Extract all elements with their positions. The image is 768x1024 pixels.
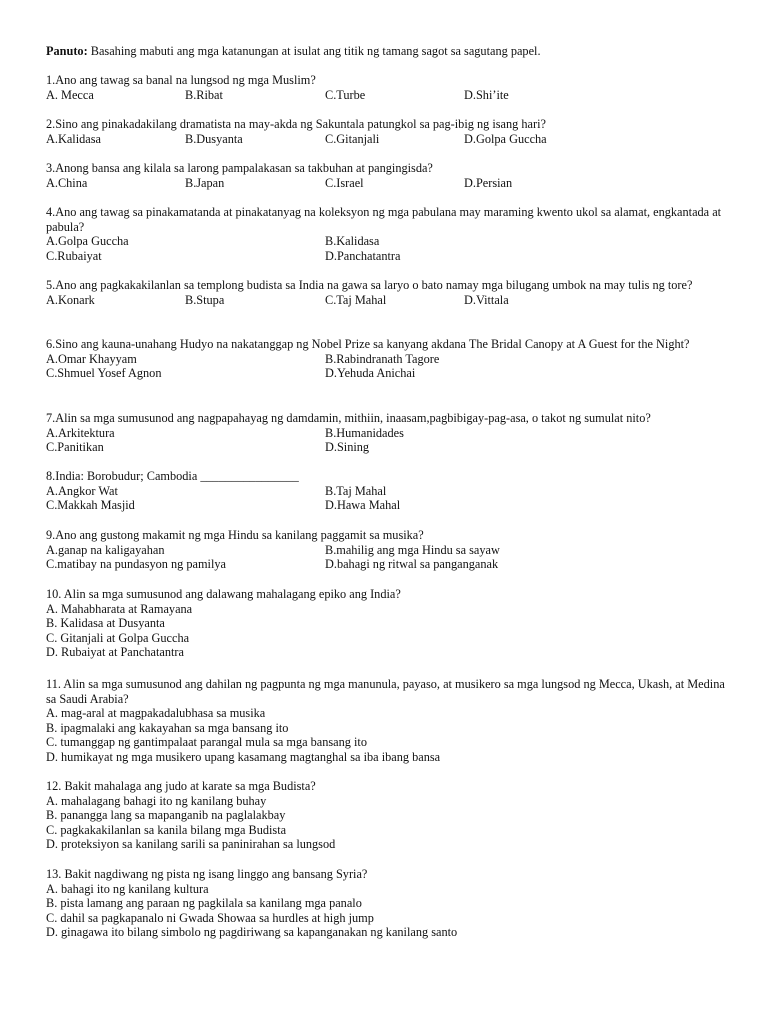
choice-a: A.Golpa Guccha — [46, 234, 129, 249]
question-text: 1.Ano ang tawag sa banal na lungsod ng mga Muslim? — [46, 73, 316, 87]
question-13 — [46, 867, 726, 940]
choice-d: D. Rubaiyat at Panchatantra — [46, 645, 184, 660]
question-8 — [46, 469, 726, 513]
choice-a: A.Omar Khayyam — [46, 351, 137, 366]
question-9 — [46, 528, 726, 572]
choices-row — [46, 176, 726, 191]
choice-c: C.Gitanjali — [325, 131, 380, 146]
choice-c: C. tumanggap ng gantimpalaat parangal mula sa mga bansang ito — [46, 735, 367, 750]
choice-b: B. pista lamang ang paraan ng pagkilala sa kanilang mga panalo — [46, 896, 362, 911]
choice-c: C.Shmuel Yosef Agnon — [46, 366, 162, 381]
question-10 — [46, 587, 726, 660]
choice-d: D.Vittala — [464, 292, 509, 307]
question-7 — [46, 411, 726, 455]
question-text: 6.Sino ang kauna-unahang Hudyo na nakatanggap ng Nobel Prize sa kanyang akdana The Bridal Canopy at A Guest for the Night? — [46, 337, 690, 351]
choice-c: C.Israel — [325, 175, 364, 190]
choice-d: D.Shi’ite — [464, 87, 509, 102]
choice-b: B. panangga lang sa mapanganib na paglalakbay — [46, 808, 286, 823]
choice-d: D.Yehuda Anichai — [325, 366, 416, 381]
choice-a: A.China — [46, 175, 88, 190]
choice-d: D.Panchatantra — [325, 248, 401, 263]
choice-b: B.Japan — [185, 175, 225, 190]
choice-d: D. humikayat ng mga musikero upang kasamang magtanghal sa iba ibang bansa — [46, 749, 441, 764]
question-text: 10. Alin sa mga sumusunod ang dalawang mahalagang epiko ang India? — [46, 587, 401, 601]
choice-d: D.bahagi ng ritwal sa panganganak — [325, 557, 499, 572]
choice-a: A.Kalidasa — [46, 131, 101, 146]
question-text: 8.India: Borobudur; Cambodia ________________ — [46, 469, 299, 483]
choices-row — [46, 88, 726, 103]
choice-a: A.Angkor Wat — [46, 483, 118, 498]
choices-row — [46, 293, 726, 308]
choice-d: D.Hawa Mahal — [325, 498, 401, 513]
choices-row — [46, 132, 726, 147]
question-text: 12. Bakit mahalaga ang judo at karate sa mga Budista? — [46, 779, 316, 793]
question-12 — [46, 779, 726, 852]
choice-b: B.Rabindranath Tagore — [325, 351, 440, 366]
question-2 — [46, 117, 726, 146]
question-5 — [46, 278, 726, 307]
choice-b: B. Kalidasa at Dusyanta — [46, 616, 165, 631]
question-text: 2.Sino ang pinakadakilang dramatista na may-akda ng Sakuntala patungkol sa pag-ibig ng isang hari? — [46, 117, 546, 131]
choices-row — [46, 249, 726, 264]
choices-row — [46, 557, 726, 572]
choice-b: B.Dusyanta — [185, 131, 243, 146]
question-text: 5.Ano ang pagkakakilanlan sa templong budista sa India na gawa sa laryo o bato namay mga bilugang umbok na may tulis ng tore? — [46, 278, 693, 292]
choice-b: B.mahilig ang mga Hindu sa sayaw — [325, 542, 500, 557]
choice-c: C.Rubaiyat — [46, 248, 102, 263]
choices-row — [46, 543, 726, 558]
choice-d: D.Golpa Guccha — [464, 131, 547, 146]
choices-row — [46, 498, 726, 513]
choice-b: B.Ribat — [185, 87, 223, 102]
choice-b: B.Humanidades — [325, 425, 404, 440]
question-1 — [46, 73, 726, 102]
choice-b: B. ipagmalaki ang kakayahan sa mga bansang ito — [46, 720, 289, 735]
choice-c: C. pagkakakilanlan sa kanila bilang mga Budista — [46, 822, 287, 837]
question-text: 4.Ano ang tawag sa pinakamatanda at pinakatanyag na koleksyon ng mga pabulana may maraming kwento ukol sa alamat, engkantada at pabula? — [46, 205, 722, 234]
question-4 — [46, 205, 726, 263]
choice-c: C. dahil sa pagkapanalo ni Gwada Showaa sa hurdles at high jump — [46, 910, 374, 925]
choice-a: A. mag-aral at magpakadalubhasa sa musika — [46, 706, 266, 721]
choices-row — [46, 484, 726, 499]
choice-c: C.Taj Mahal — [325, 292, 387, 307]
choice-a: A.Konark — [46, 292, 95, 307]
choice-b: B.Stupa — [185, 292, 225, 307]
question-text: 11. Alin sa mga sumusunod ang dahilan ng pagpunta ng mga manunula, payaso, at musikero sa mga lungsod ng Mecca, Ukash, at Medina sa Saudi Arabia? — [46, 677, 725, 706]
question-text: 3.Anong bansa ang kilala sa larong pampalakasan sa takbuhan at pangingisda? — [46, 161, 433, 175]
choice-c: C.Makkah Masjid — [46, 498, 135, 513]
choice-b: B.Kalidasa — [325, 234, 380, 249]
choices-row — [46, 352, 726, 367]
choices-row — [46, 440, 726, 455]
choice-d: D. proteksiyon sa kanilang sarili sa paninirahan sa lungsod — [46, 837, 336, 852]
choice-c: C. Gitanjali at Golpa Guccha — [46, 630, 190, 645]
choice-c: C.Panitikan — [46, 440, 104, 455]
choices-row — [46, 366, 726, 381]
choices-row — [46, 426, 726, 441]
choice-a: A.ganap na kaligayahan — [46, 542, 165, 557]
question-text: 13. Bakit nagdiwang ng pista ng isang linggo ang bansang Syria? — [46, 867, 368, 881]
choice-a: A. Mecca — [46, 87, 94, 102]
choice-c: C.Turbe — [325, 87, 366, 102]
question-11 — [46, 677, 726, 765]
instructions — [46, 44, 726, 59]
question-text: 7.Alin sa mga sumusunod ang nagpapahayag ng damdamin, mithiin, inaasam,pagbibigay-pag-asa, o takot ng sumulat nito? — [46, 411, 651, 425]
choice-a: A. Mahabharata at Ramayana — [46, 601, 193, 616]
instructions-text: Basahing mabuti ang mga katanungan at isulat ang titik ng tamang sagot sa sagutang papel. — [87, 44, 541, 58]
choice-a: A. bahagi ito ng kanilang kultura — [46, 881, 209, 896]
choice-a: A.Arkitektura — [46, 425, 115, 440]
choice-a: A. mahalagang bahagi ito ng kanilang buhay — [46, 793, 267, 808]
question-6 — [46, 337, 726, 381]
choice-c: C.matibay na pundasyon ng pamilya — [46, 557, 226, 572]
choice-b: B.Taj Mahal — [325, 483, 387, 498]
instructions-label: Panuto: — [46, 44, 88, 58]
choice-d: D.Sining — [325, 440, 370, 455]
question-3 — [46, 161, 726, 190]
choice-d: D. ginagawa ito bilang simbolo ng pagdiriwang sa kapanganakan ng kanilang santo — [46, 925, 458, 940]
question-text: 9.Ano ang gustong makamit ng mga Hindu sa kanilang paggamit sa musika? — [46, 528, 424, 542]
choice-d: D.Persian — [464, 175, 513, 190]
choices-row — [46, 234, 726, 249]
